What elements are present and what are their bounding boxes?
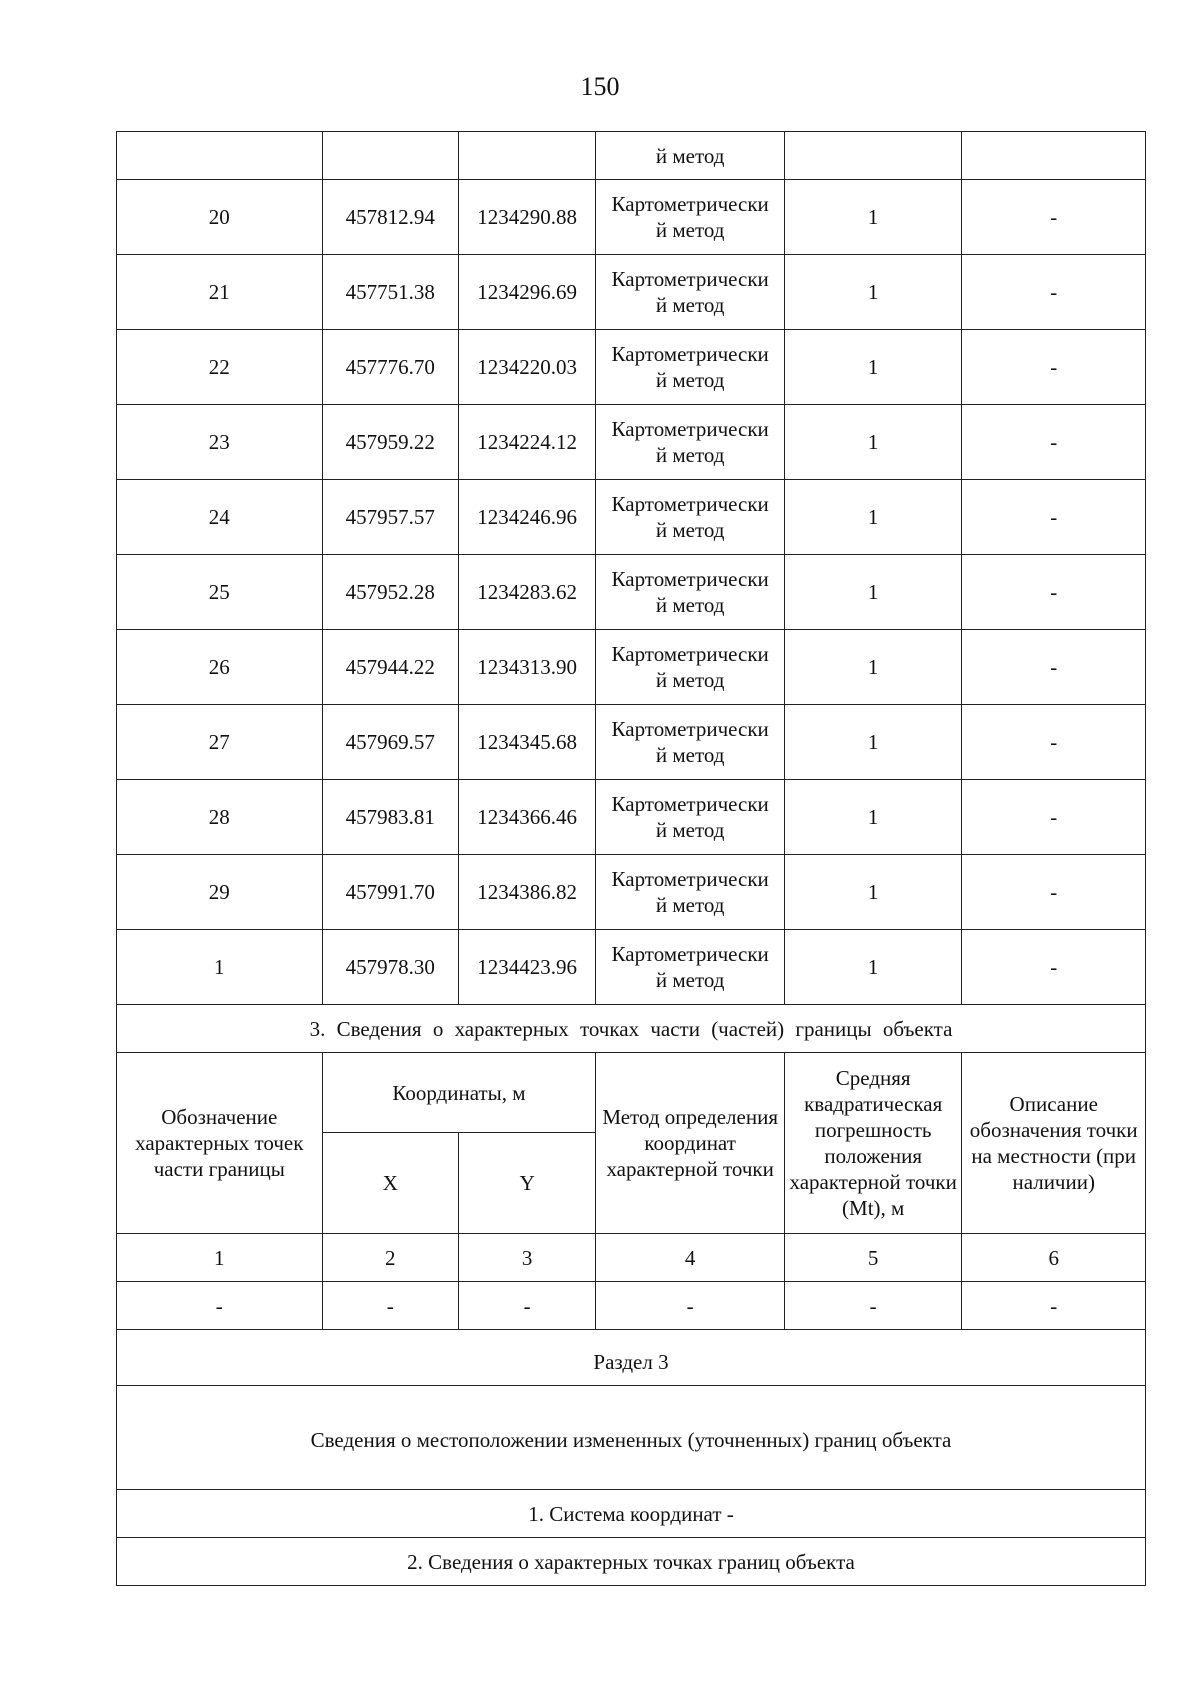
col-number-5: 5	[784, 1234, 962, 1282]
coord-x: 457978.30	[322, 930, 458, 1005]
accuracy-mt: 1	[784, 630, 962, 705]
point-number: 29	[117, 855, 323, 930]
determination-method	[596, 405, 785, 480]
coord-y: 1234224.12	[458, 405, 595, 480]
continuation-row	[117, 132, 1146, 180]
point-number: 20	[117, 180, 323, 255]
method-line-2: й метод	[655, 443, 725, 467]
coord-y: 1234283.62	[458, 555, 595, 630]
method-line-2: й метод	[655, 218, 725, 242]
point-number: 25	[117, 555, 323, 630]
coord-y: 1234246.96	[458, 480, 595, 555]
section-3-title-row	[117, 1005, 1146, 1053]
coord-x: 457776.70	[322, 330, 458, 405]
accuracy-mt: 1	[784, 555, 962, 630]
point-number: 21	[117, 255, 323, 330]
determination-method	[596, 705, 785, 780]
table-row	[117, 330, 1146, 405]
table-row	[117, 630, 1146, 705]
point-number: 27	[117, 705, 323, 780]
coord-x: 457983.81	[322, 780, 458, 855]
coord-x: 457751.38	[322, 255, 458, 330]
determination-method	[596, 630, 785, 705]
coord-x: 457957.57	[322, 480, 458, 555]
coord-y: 1234313.90	[458, 630, 595, 705]
determination-method	[596, 930, 785, 1005]
accuracy-mt: 1	[784, 180, 962, 255]
table-row	[117, 255, 1146, 330]
points-title: 2. Сведения о характерных точках границ объекта	[117, 1538, 1146, 1586]
col-number-4: 4	[596, 1234, 785, 1282]
header-x: X	[322, 1133, 458, 1234]
method-line-2: й метод	[655, 818, 725, 842]
method-line-1: Картометрически	[611, 342, 769, 366]
method-line-1: Картометрически	[611, 942, 769, 966]
point-description: -	[962, 480, 1146, 555]
coord-system-label: 1. Система координат -	[117, 1490, 1146, 1538]
empty-cell: -	[596, 1282, 785, 1330]
accuracy-mt: 1	[784, 780, 962, 855]
points-title-row	[117, 1538, 1146, 1586]
coord-y: 1234290.88	[458, 180, 595, 255]
boundary-points-table	[116, 131, 1146, 1586]
table-row	[117, 855, 1146, 930]
method-line-2: й метод	[655, 593, 725, 617]
method-line-1: Картометрически	[611, 417, 769, 441]
point-number: 22	[117, 330, 323, 405]
table2-number-row	[117, 1234, 1146, 1282]
razdel-subtitle-row	[117, 1386, 1146, 1490]
point-description: -	[962, 255, 1146, 330]
method-line-1: Картометрически	[611, 867, 769, 891]
empty-cell: -	[962, 1282, 1146, 1330]
cell-accuracy	[784, 132, 962, 180]
method-line-2: й метод	[655, 293, 725, 317]
method-line-2: й метод	[655, 893, 725, 917]
point-number: 28	[117, 780, 323, 855]
table-row	[117, 555, 1146, 630]
method-line-1: Картометрически	[611, 642, 769, 666]
point-description: -	[962, 855, 1146, 930]
col-number-6: 6	[962, 1234, 1146, 1282]
accuracy-mt: 1	[784, 930, 962, 1005]
method-line-2: й метод	[655, 368, 725, 392]
accuracy-mt: 1	[784, 255, 962, 330]
point-description: -	[962, 780, 1146, 855]
accuracy-mt: 1	[784, 330, 962, 405]
cell-method-tail: й метод	[596, 132, 785, 180]
col-number-3: 3	[458, 1234, 595, 1282]
point-description: -	[962, 930, 1146, 1005]
razdel-title-row	[117, 1330, 1146, 1386]
method-line-1: Картометрически	[611, 567, 769, 591]
page-number: 150	[580, 72, 620, 101]
header-coordinates: Координаты, м	[322, 1053, 596, 1133]
determination-method	[596, 180, 785, 255]
point-description: -	[962, 555, 1146, 630]
coord-x: 457969.57	[322, 705, 458, 780]
method-line-1: Картометрически	[611, 267, 769, 291]
method-line-2: й метод	[655, 743, 725, 767]
table-row	[117, 480, 1146, 555]
point-description: -	[962, 705, 1146, 780]
cell-y	[458, 132, 595, 180]
determination-method	[596, 855, 785, 930]
coord-system-row	[117, 1490, 1146, 1538]
determination-method	[596, 780, 785, 855]
point-number: 23	[117, 405, 323, 480]
razdel-subtitle: Сведения о местоположении измененных (уточненных) границ объекта	[117, 1386, 1146, 1490]
coord-x: 457944.22	[322, 630, 458, 705]
razdel-title: Раздел 3	[117, 1330, 1146, 1386]
empty-cell: -	[458, 1282, 595, 1330]
accuracy-mt: 1	[784, 705, 962, 780]
method-line-1: Картометрически	[611, 192, 769, 216]
determination-method	[596, 480, 785, 555]
empty-cell: -	[784, 1282, 962, 1330]
coord-x: 457991.70	[322, 855, 458, 930]
point-number: 24	[117, 480, 323, 555]
coord-y: 1234296.69	[458, 255, 595, 330]
header-designation: Обозначение характерных точек части границы	[117, 1053, 323, 1234]
determination-method	[596, 330, 785, 405]
method-line-2: й метод	[655, 968, 725, 992]
method-line-1: Картометрически	[611, 492, 769, 516]
table2-empty-row	[117, 1282, 1146, 1330]
coord-y: 1234423.96	[458, 930, 595, 1005]
method-line-1: Картометрически	[611, 792, 769, 816]
coord-y: 1234345.68	[458, 705, 595, 780]
table-row	[117, 930, 1146, 1005]
table-row	[117, 705, 1146, 780]
method-line-2: й метод	[655, 668, 725, 692]
cell-point	[117, 132, 323, 180]
table-row	[117, 780, 1146, 855]
cell-description	[962, 132, 1146, 180]
table2-header-row-1	[117, 1053, 1146, 1133]
point-description: -	[962, 630, 1146, 705]
point-number: 26	[117, 630, 323, 705]
method-line-2: й метод	[655, 518, 725, 542]
table-row	[117, 405, 1146, 480]
coord-x: 457812.94	[322, 180, 458, 255]
coord-y: 1234220.03	[458, 330, 595, 405]
point-description: -	[962, 405, 1146, 480]
col-number-1: 1	[117, 1234, 323, 1282]
header-method: Метод определения координат характерной точки	[596, 1053, 785, 1234]
coord-x: 457959.22	[322, 405, 458, 480]
method-line-1: Картометрически	[611, 717, 769, 741]
empty-cell: -	[117, 1282, 323, 1330]
col-number-2: 2	[322, 1234, 458, 1282]
accuracy-mt: 1	[784, 855, 962, 930]
point-description: -	[962, 180, 1146, 255]
header-accuracy: Средняя квадратическая погрешность положения характерной точки (Mt), м	[784, 1053, 962, 1234]
table-row	[117, 180, 1146, 255]
accuracy-mt: 1	[784, 480, 962, 555]
cell-x	[322, 132, 458, 180]
point-description: -	[962, 330, 1146, 405]
coord-x: 457952.28	[322, 555, 458, 630]
coord-y: 1234386.82	[458, 855, 595, 930]
accuracy-mt: 1	[784, 405, 962, 480]
determination-method	[596, 555, 785, 630]
header-description: Описание обозначения точки на местности (при наличии)	[962, 1053, 1146, 1234]
header-y: Y	[458, 1133, 595, 1234]
empty-cell: -	[322, 1282, 458, 1330]
determination-method	[596, 255, 785, 330]
coord-y: 1234366.46	[458, 780, 595, 855]
section-3-title: 3. Сведения о характерных точках части (частей) границы объекта	[117, 1005, 1146, 1053]
point-number: 1	[117, 930, 323, 1005]
